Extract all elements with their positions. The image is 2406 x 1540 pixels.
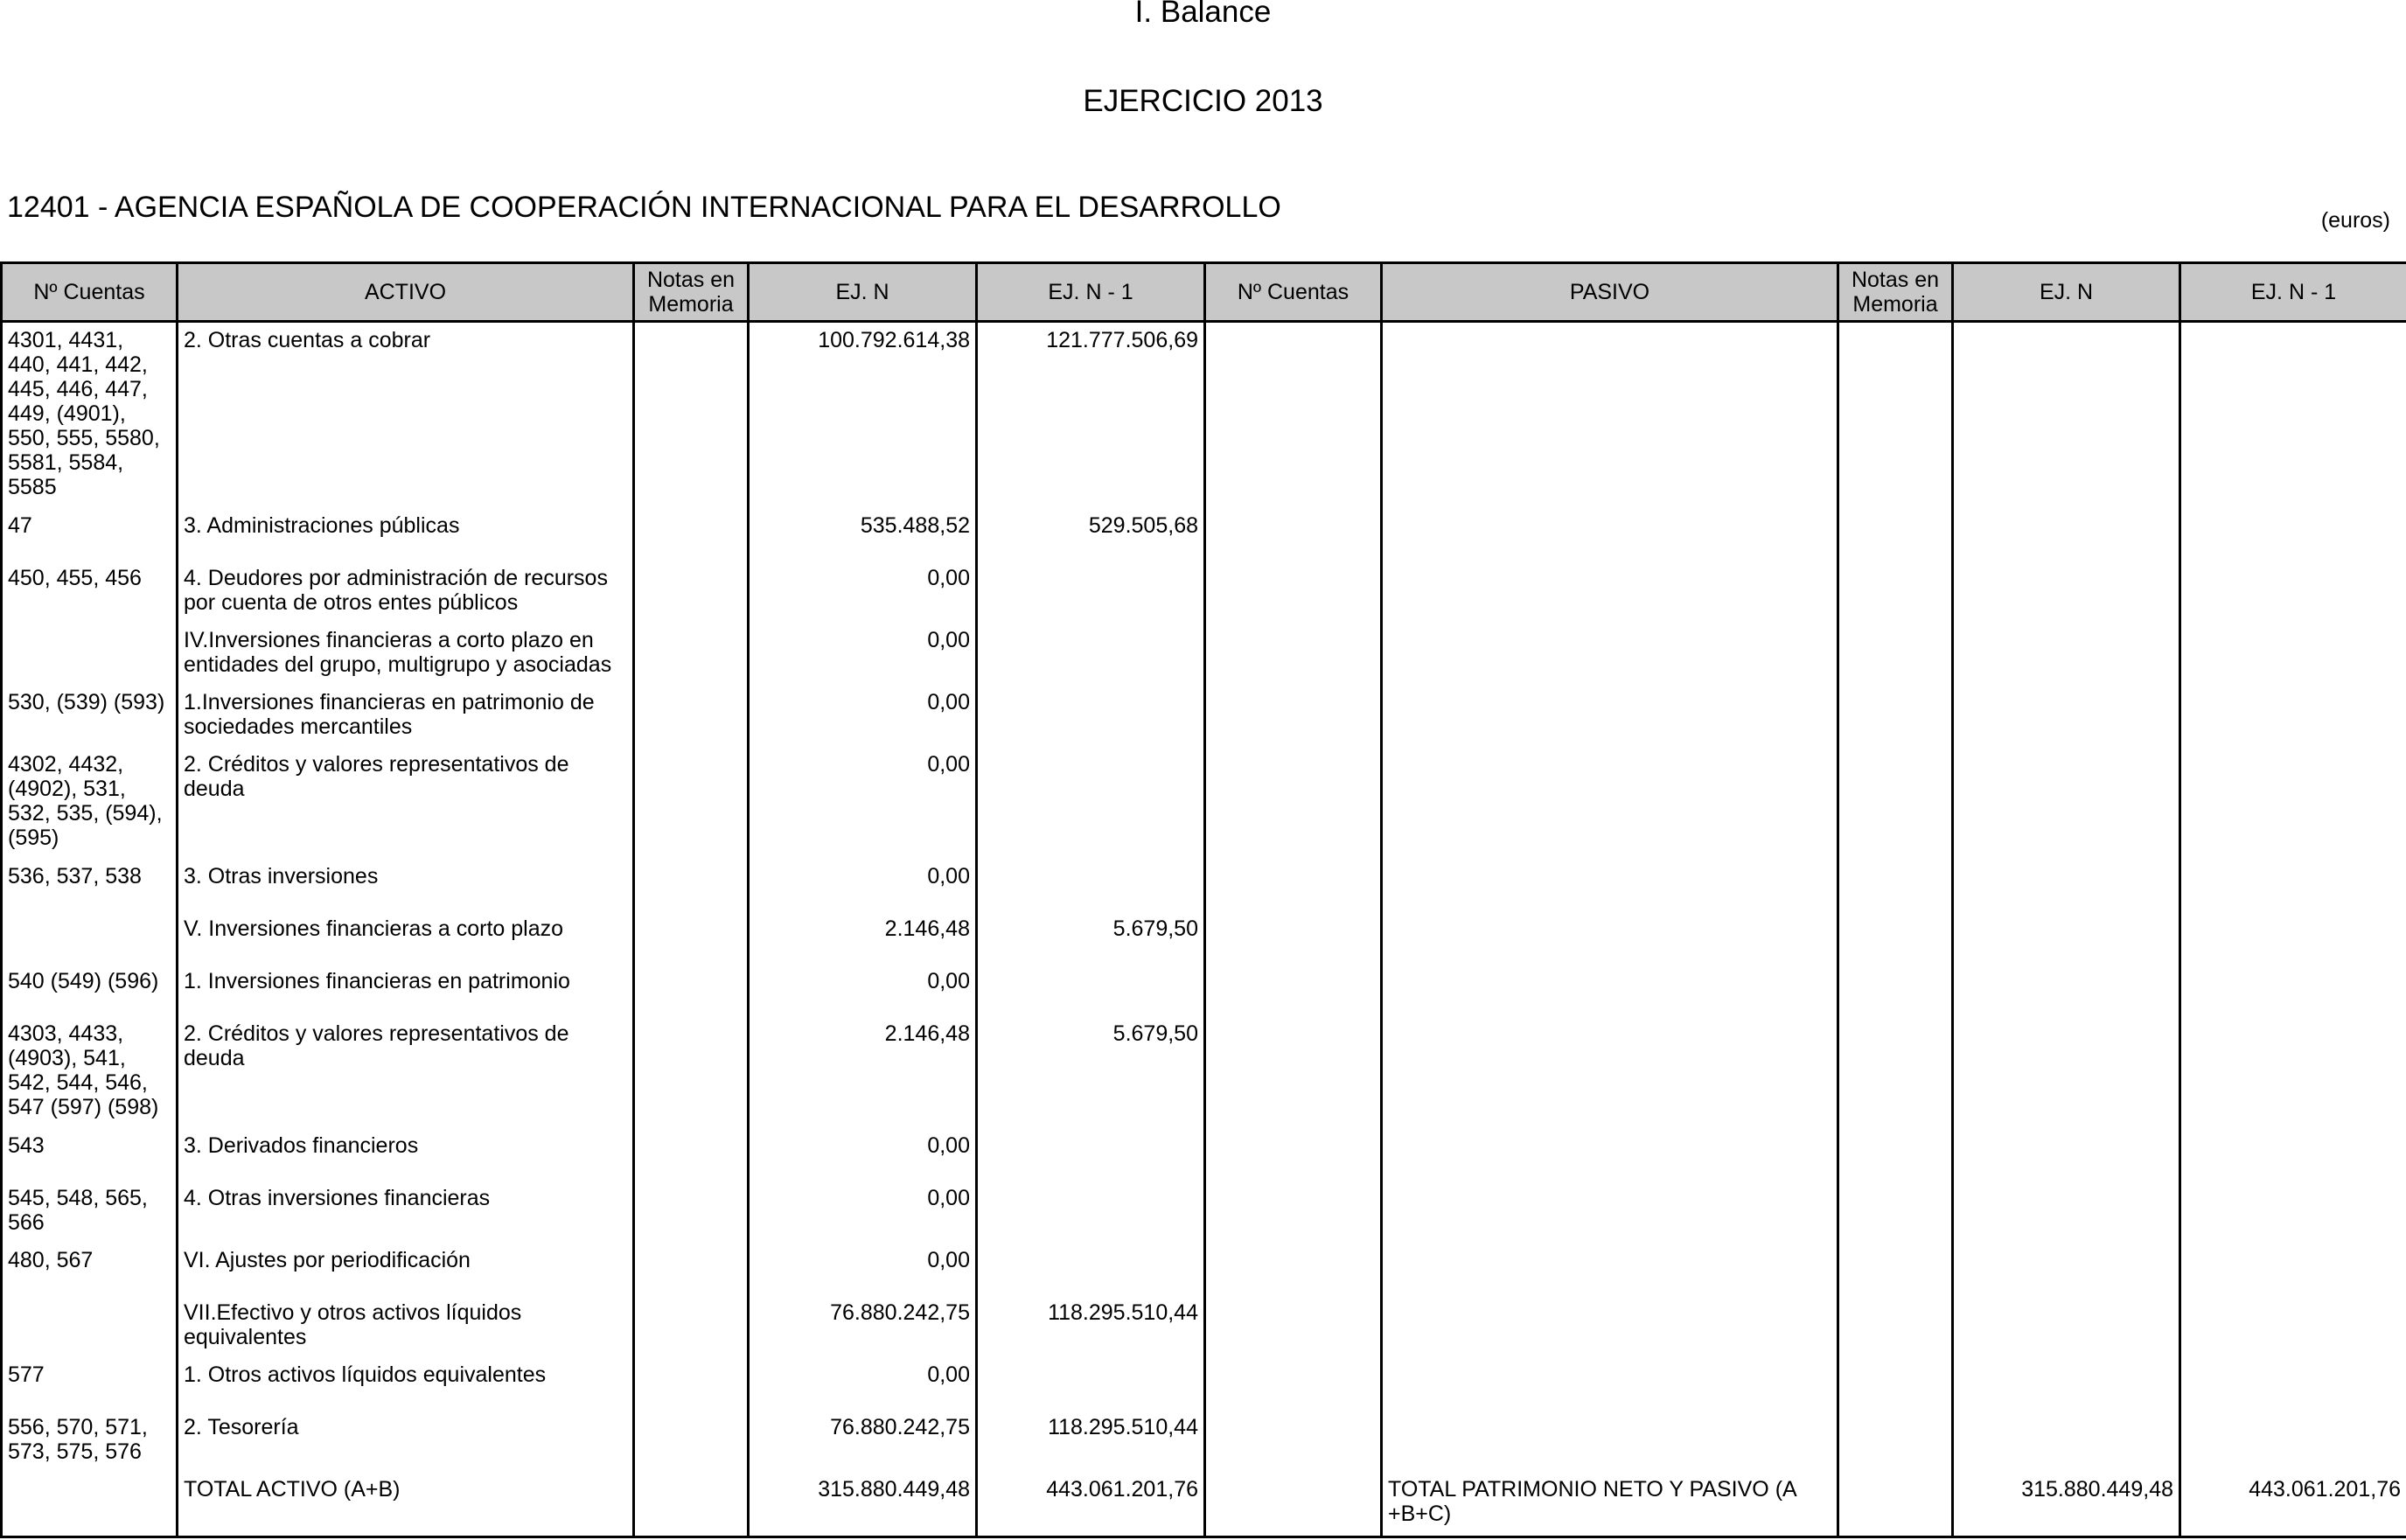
cell-cuentas: 480, 567 — [2, 1244, 178, 1297]
cell-ej-n: 0,00 — [749, 1130, 977, 1182]
cell-cuentas: 4301, 4431, 440, 441, 442, 445, 446, 447, 449, (4901), 550, 555, 5580, 5581, 5584, 5585 — [2, 322, 178, 510]
cell-cuentas: 545, 548, 565, 566 — [2, 1182, 178, 1244]
cell-cuentas: 543 — [2, 1130, 178, 1182]
total-activo-n: 315.880.449,48 — [749, 1474, 977, 1537]
cell-ej-n1: 118.295.510,44 — [977, 1297, 1205, 1359]
cell-ej-n1 — [977, 624, 1205, 686]
cell-ej-n1: 118.295.510,44 — [977, 1411, 1205, 1474]
table-header-row — [2, 263, 2406, 322]
table-row — [2, 965, 2406, 1018]
cell-ej-n: 0,00 — [749, 1244, 977, 1297]
report-subtitle: EJERCICIO 2013 — [1083, 84, 1323, 118]
cell-ej-n1 — [977, 861, 1205, 913]
cell-ej-n1 — [977, 1359, 1205, 1411]
cell-ej-n1: 529.505,68 — [977, 510, 1205, 562]
cell-concepto: 1. Inversiones financieras en patrimonio — [178, 965, 634, 1018]
table-row — [2, 1411, 2406, 1474]
header-cuentas-pasivo: Nº Cuentas — [1205, 263, 1382, 322]
cell-concepto: 3. Administraciones públicas — [178, 510, 634, 562]
total-pasivo-n: 315.880.449,48 — [1953, 1474, 2180, 1537]
cell-concepto: 1. Otros activos líquidos equivalentes — [178, 1359, 634, 1411]
total-row — [2, 1474, 2406, 1537]
cell-ej-n1: 121.777.506,69 — [977, 322, 1205, 510]
table-row — [2, 322, 2406, 510]
cell-concepto: V. Inversiones financieras a corto plazo — [178, 913, 634, 965]
cell-ej-n: 535.488,52 — [749, 510, 977, 562]
cell-cuentas — [2, 1297, 178, 1359]
header-notas: Notas en Memoria — [634, 263, 749, 322]
cell-ej-n1 — [977, 1244, 1205, 1297]
report-title: I. Balance — [1134, 0, 1272, 29]
cell-concepto: 1.Inversiones financieras en patrimonio de sociedades mercantiles — [178, 686, 634, 749]
cell-ej-n: 0,00 — [749, 1182, 977, 1244]
cell-concepto: VI. Ajustes por periodificación — [178, 1244, 634, 1297]
cell-ej-n1 — [977, 1182, 1205, 1244]
cell-cuentas — [2, 913, 178, 965]
cell-ej-n1 — [977, 965, 1205, 1018]
header-ej-n-pasivo: EJ. N — [1953, 263, 2180, 322]
table-row — [2, 510, 2406, 562]
cell-ej-n: 0,00 — [749, 861, 977, 913]
cell-cuentas: 4302, 4432, (4902), 531, 532, 535, (594), (595) — [2, 749, 178, 861]
cell-cuentas — [2, 624, 178, 686]
total-activo-label: TOTAL ACTIVO (A+B) — [178, 1474, 634, 1537]
cell-cuentas: 540 (549) (596) — [2, 965, 178, 1018]
table-row — [2, 686, 2406, 749]
cell-cuentas: 530, (539) (593) — [2, 686, 178, 749]
cell-ej-n1: 5.679,50 — [977, 1018, 1205, 1130]
cell-concepto: IV.Inversiones financieras a corto plazo en entidades del grupo, multigrupo y asociadas — [178, 624, 634, 686]
entity-name: 12401 - AGENCIA ESPAÑOLA DE COOPERACIÓN INTERNACIONAL PARA EL DESARROLLO — [7, 191, 1281, 224]
cell-ej-n: 0,00 — [749, 1359, 977, 1411]
cell-cuentas: 450, 455, 456 — [2, 562, 178, 624]
cell-cuentas: 47 — [2, 510, 178, 562]
cell-ej-n1 — [977, 562, 1205, 624]
cell-ej-n1 — [977, 1130, 1205, 1182]
cell-ej-n: 0,00 — [749, 562, 977, 624]
cell-concepto: 3. Otras inversiones — [178, 861, 634, 913]
cell-cuentas: 556, 570, 571, 573, 575, 576 — [2, 1411, 178, 1474]
cell-ej-n: 0,00 — [749, 965, 977, 1018]
balance-table — [0, 261, 2406, 1538]
table-row — [2, 1244, 2406, 1297]
cell-ej-n: 76.880.242,75 — [749, 1411, 977, 1474]
header-pasivo: PASIVO — [1382, 263, 1838, 322]
total-activo-n1: 443.061.201,76 — [977, 1474, 1205, 1537]
header-cuentas: Nº Cuentas — [2, 263, 178, 322]
cell-ej-n: 0,00 — [749, 624, 977, 686]
cell-cuentas: 577 — [2, 1359, 178, 1411]
cell-concepto: 2. Tesorería — [178, 1411, 634, 1474]
header-ej-n: EJ. N — [749, 263, 977, 322]
cell-ej-n: 100.792.614,38 — [749, 322, 977, 510]
cell-concepto: VII.Efectivo y otros activos líquidos equivalentes — [178, 1297, 634, 1359]
table-row — [2, 562, 2406, 624]
table-row — [2, 1297, 2406, 1359]
cell-concepto: 4. Deudores por administración de recursos por cuenta de otros entes públicos — [178, 562, 634, 624]
header-ej-n1-pasivo: EJ. N - 1 — [2180, 263, 2406, 322]
table-row — [2, 624, 2406, 686]
cell-concepto: 4. Otras inversiones financieras — [178, 1182, 634, 1244]
total-pasivo-label: TOTAL PATRIMONIO NETO Y PASIVO (A +B+C) — [1382, 1474, 1838, 1537]
cell-concepto: 2. Créditos y valores representativos de deuda — [178, 1018, 634, 1130]
cell-ej-n: 0,00 — [749, 686, 977, 749]
cell-ej-n: 2.146,48 — [749, 913, 977, 965]
unit-label: (euros) — [2320, 208, 2390, 233]
cell-cuentas: 4303, 4433, (4903), 541, 542, 544, 546, 547 (597) (598) — [2, 1018, 178, 1130]
table-row — [2, 861, 2406, 913]
cell-ej-n: 76.880.242,75 — [749, 1297, 977, 1359]
table-row — [2, 913, 2406, 965]
cell-concepto: 2. Créditos y valores representativos de deuda — [178, 749, 634, 861]
cell-cuentas: 536, 537, 538 — [2, 861, 178, 913]
table-row — [2, 1359, 2406, 1411]
cell-ej-n1 — [977, 686, 1205, 749]
table-row — [2, 1018, 2406, 1130]
total-pasivo-n1: 443.061.201,76 — [2180, 1474, 2406, 1537]
header-ej-n1: EJ. N - 1 — [977, 263, 1205, 322]
header-notas-pasivo: Notas en Memoria — [1838, 263, 1953, 322]
table-row — [2, 749, 2406, 861]
table-row — [2, 1130, 2406, 1182]
cell-concepto: 3. Derivados financieros — [178, 1130, 634, 1182]
header-activo: ACTIVO — [178, 263, 634, 322]
cell-ej-n: 0,00 — [749, 749, 977, 861]
cell-concepto: 2. Otras cuentas a cobrar — [178, 322, 634, 510]
cell-ej-n: 2.146,48 — [749, 1018, 977, 1130]
table-row — [2, 1182, 2406, 1244]
cell-ej-n1 — [977, 749, 1205, 861]
cell-ej-n1: 5.679,50 — [977, 913, 1205, 965]
